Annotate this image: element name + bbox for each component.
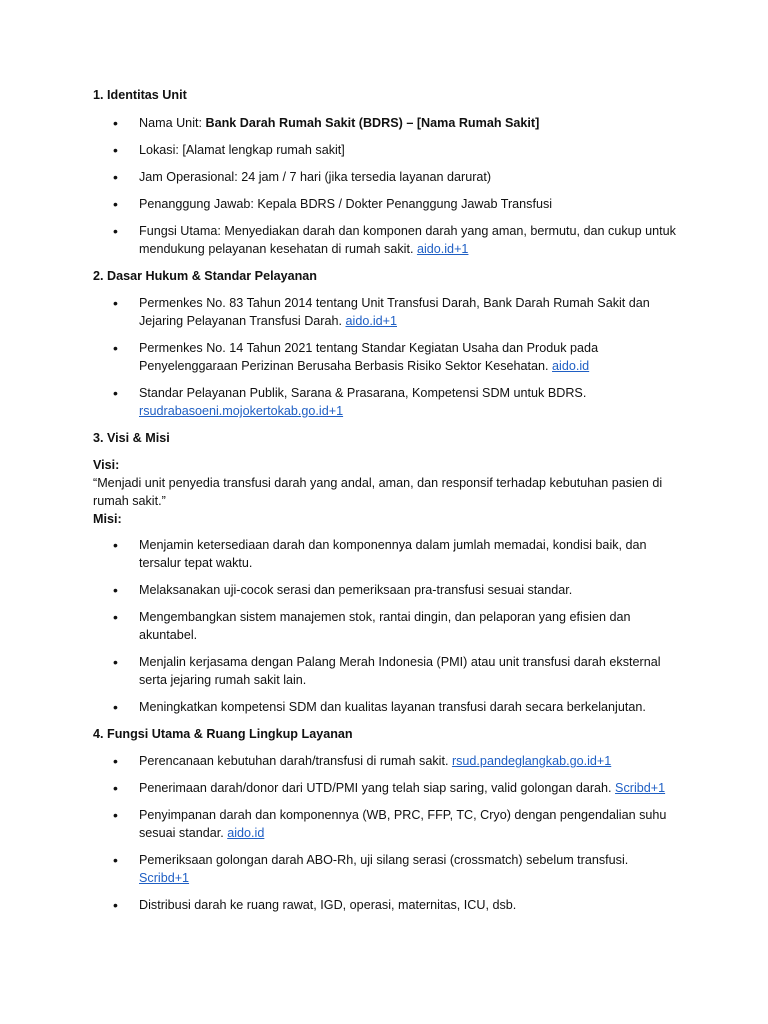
list-item: • Menjalin kerjasama dengan Palang Merah Indonesia (PMI) atau unit transfusi darah eksternal serta jejaring rumah sakit lain. <box>93 653 678 689</box>
list-item: • Penanggung Jawab: Kepala BDRS / Dokter Penanggung Jawab Transfusi <box>93 195 678 213</box>
list-item: • Meningkatkan kompetensi SDM dan kualitas layanan transfusi darah secara berkelanjutan. <box>93 698 678 716</box>
dasar-hukum-list <box>93 294 678 420</box>
item-text: Permenkes No. 14 Tahun 2021 tentang Standar Kegiatan Usaha dan Produk pada Penyelenggaraan Perizinan Berusaha Berbasis Risiko Sektor Kesehatan. <box>139 341 599 373</box>
item-text: Fungsi Utama: Menyediakan darah dan komponen darah yang aman, bermutu, dan cukup untuk mendukung pelayanan kesehatan di rumah sakit. <box>139 224 676 256</box>
list-item <box>93 851 678 887</box>
source-link[interactable]: aido.id <box>552 359 590 373</box>
list-item <box>93 384 678 420</box>
visi-block <box>93 456 678 528</box>
section-heading-visi-misi: 3. Visi & Misi <box>93 431 170 445</box>
list-item <box>93 339 678 375</box>
item-text: Standar Pelayanan Publik, Sarana & Prasarana, Kompetensi SDM untuk BDRS. <box>139 386 587 400</box>
section-heading-fungsi-utama: 4. Fungsi Utama & Ruang Lingkup Layanan <box>93 727 353 741</box>
source-link[interactable]: Scribd+1 <box>615 781 666 795</box>
list-item: • Lokasi: [Alamat lengkap rumah sakit] <box>93 141 678 159</box>
identitas-list <box>93 114 678 258</box>
list-item <box>93 806 678 842</box>
list-item: • Distribusi darah ke ruang rawat, IGD, operasi, maternitas, ICU, dsb. <box>93 896 678 914</box>
section-heading-dasar-hukum: 2. Dasar Hukum & Standar Pelayanan <box>93 269 317 283</box>
list-item: • Mengembangkan sistem manajemen stok, rantai dingin, dan pelaporan yang efisien dan akuntabel. <box>93 608 678 644</box>
item-text: Penyimpanan darah dan komponennya (WB, PRC, FFP, TC, Cryo) dengan pengendalian suhu sesuai standar. <box>139 808 667 840</box>
list-item: • Menjamin ketersediaan darah dan komponennya dalam jumlah memadai, kondisi baik, dan tersalur tepat waktu. <box>93 536 678 572</box>
item-text: Permenkes No. 83 Tahun 2014 tentang Unit Transfusi Darah, Bank Darah Rumah Sakit dan Jejaring Pelayanan Transfusi Darah. <box>139 296 650 328</box>
list-item: • Melaksanakan uji-cocok serasi dan pemeriksaan pra-transfusi sesuai standar. <box>93 581 678 599</box>
fungsi-utama-list <box>93 752 678 914</box>
source-link[interactable]: aido.id+1 <box>416 242 469 256</box>
visi-label: Visi: <box>93 458 120 472</box>
misi-list <box>93 536 678 716</box>
section-heading-identitas: 1. Identitas Unit <box>93 88 187 102</box>
list-item <box>93 222 678 258</box>
visi-text: “Menjadi unit penyedia transfusi darah yang andal, aman, dan responsif terhadap kebutuhan pasien di rumah sakit.” <box>93 476 663 508</box>
list-item <box>93 752 678 770</box>
source-link[interactable]: aido.id+1 <box>345 314 397 328</box>
unit-name: Bank Darah Rumah Sakit (BDRS) – [Nama Rumah Sakit] <box>205 116 540 130</box>
item-text: Penerimaan darah/donor dari UTD/PMI yang telah siap saring, valid golongan darah. <box>139 781 616 795</box>
list-item <box>93 294 678 330</box>
source-link[interactable]: rsudrabasoeni.mojokertokab.go.id+1 <box>139 404 344 418</box>
source-link[interactable]: aido.id <box>227 826 265 840</box>
list-item: • Jam Operasional: 24 jam / 7 hari (jika tersedia layanan darurat) <box>93 168 678 186</box>
misi-label: Misi: <box>93 512 122 526</box>
item-text: Perencanaan kebutuhan darah/transfusi di rumah sakit. <box>139 754 452 768</box>
item-label: Nama Unit: <box>139 116 206 130</box>
list-item <box>93 114 678 132</box>
source-link[interactable]: Scribd+1 <box>139 871 190 885</box>
source-link[interactable]: rsud.pandeglangkab.go.id+1 <box>451 754 612 768</box>
list-item <box>93 779 678 797</box>
item-text: Pemeriksaan golongan darah ABO-Rh, uji silang serasi (crossmatch) sebelum transfusi. <box>139 853 629 867</box>
